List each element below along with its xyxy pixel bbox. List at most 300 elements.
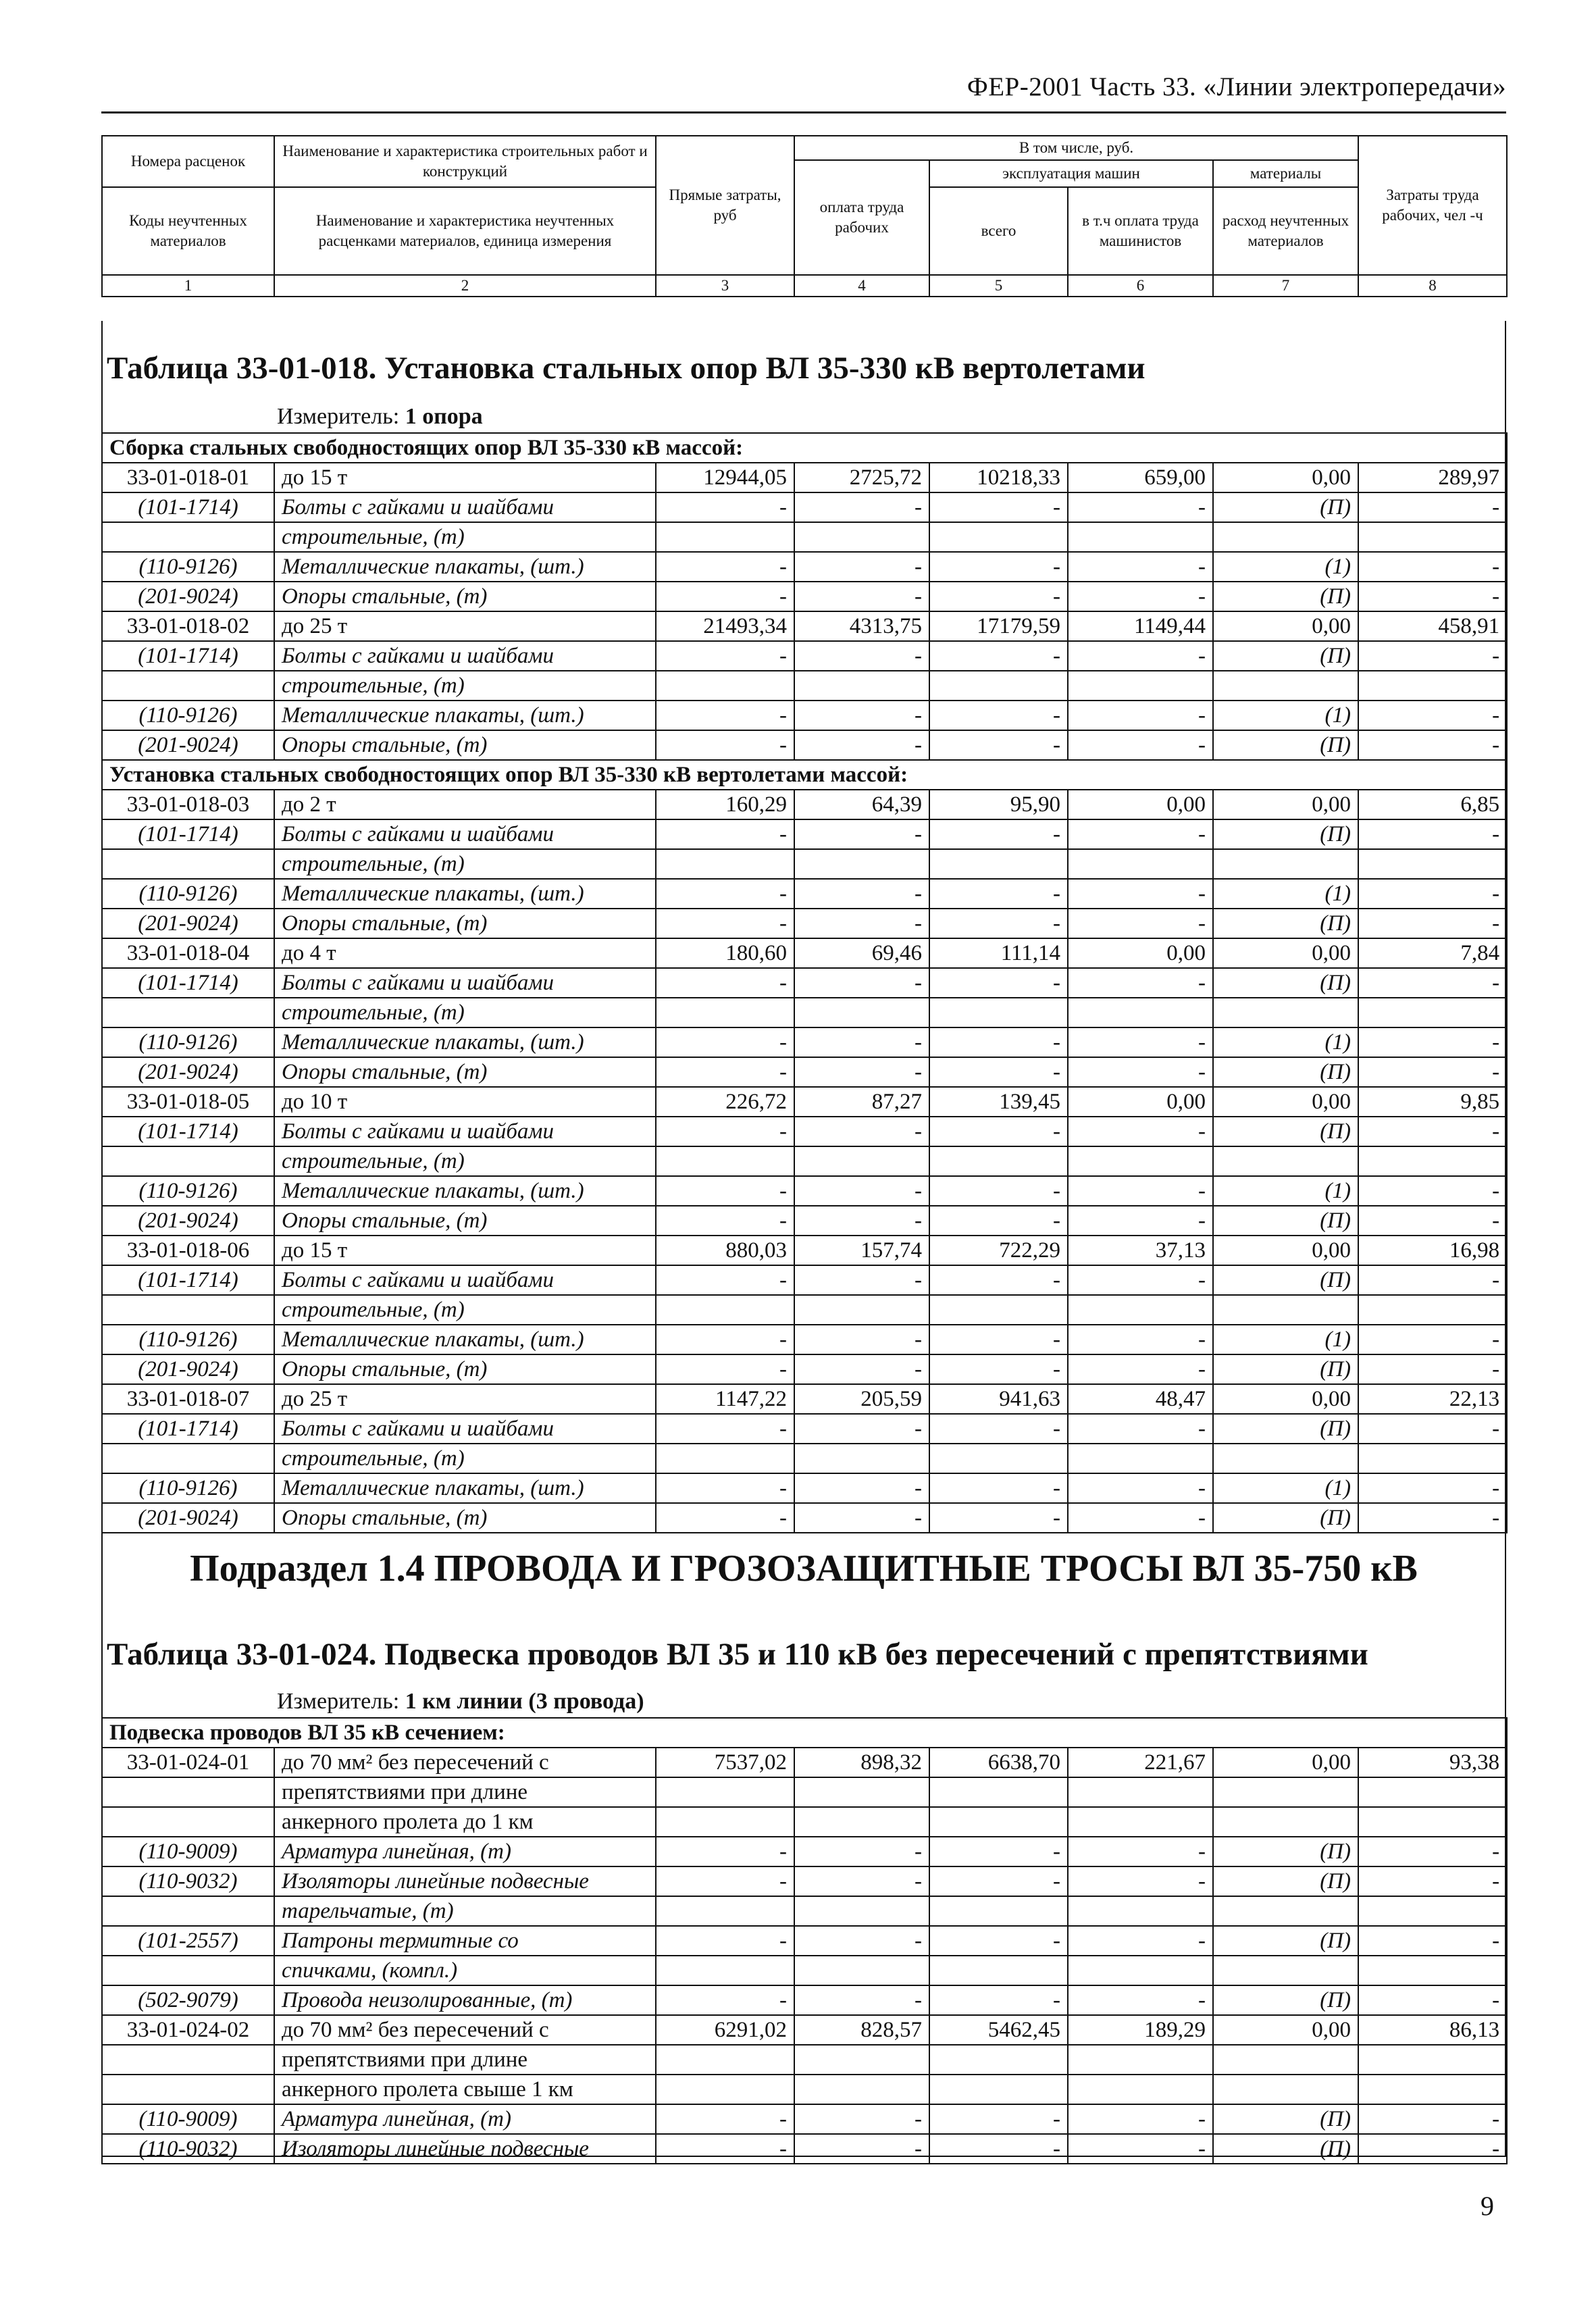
material-mark: (П) xyxy=(1213,968,1358,998)
material-code: (110-9032) xyxy=(102,2134,274,2164)
operators-wage: 221,67 xyxy=(1068,1748,1213,1777)
dash-cell: - xyxy=(656,1057,794,1087)
material-name: Изоляторы линейные подвесные xyxy=(274,2134,656,2164)
dash-cell: - xyxy=(656,1117,794,1146)
empty-cell xyxy=(1358,1146,1507,1176)
dash-cell: - xyxy=(656,1206,794,1236)
dash-cell: - xyxy=(794,819,929,849)
material-name: Болты с гайками и шайбами xyxy=(274,819,656,849)
empty-cell xyxy=(1068,1295,1213,1325)
materials-cost: 0,00 xyxy=(1213,611,1358,641)
dash-cell: - xyxy=(794,1414,929,1444)
empty-cell xyxy=(1213,522,1358,552)
worker-wage: 898,32 xyxy=(794,1748,929,1777)
machines-header: эксплуатация машин xyxy=(929,160,1213,187)
dash-cell: - xyxy=(1358,1837,1507,1866)
row-continuation xyxy=(102,1777,1507,1807)
material-row xyxy=(102,1985,1507,2015)
dash-cell: - xyxy=(656,1414,794,1444)
material-row xyxy=(102,879,1507,909)
material-row xyxy=(102,1866,1507,1896)
material-row xyxy=(102,2104,1507,2134)
row-continuation xyxy=(102,2075,1507,2104)
dash-cell: - xyxy=(794,492,929,522)
dash-cell: - xyxy=(1068,641,1213,671)
worker-wage: 69,46 xyxy=(794,938,929,968)
empty-cell xyxy=(794,1896,929,1926)
group-row xyxy=(102,433,1507,463)
material-row xyxy=(102,1117,1507,1146)
dash-cell: - xyxy=(656,1866,794,1896)
material-row xyxy=(102,1354,1507,1384)
empty-cell xyxy=(1358,1777,1507,1807)
dash-cell: - xyxy=(929,1265,1068,1295)
dash-cell: - xyxy=(929,1354,1068,1384)
dash-cell: - xyxy=(1068,1057,1213,1087)
col5-header: всего xyxy=(929,187,1068,275)
empty-cell xyxy=(656,1807,794,1837)
material-code: (110-9126) xyxy=(102,1027,274,1057)
empty-cell xyxy=(929,1295,1068,1325)
dash-cell: - xyxy=(1358,1206,1507,1236)
empty-cell xyxy=(656,1956,794,1985)
rate-name: до 15 т xyxy=(274,1236,656,1265)
dash-cell: - xyxy=(794,879,929,909)
empty-cell xyxy=(794,1777,929,1807)
dash-cell: - xyxy=(1358,641,1507,671)
dash-cell: - xyxy=(1358,1985,1507,2015)
rate-name-cont: анкерного пролета до 1 км xyxy=(274,1807,656,1837)
material-row xyxy=(102,701,1507,730)
col3-header: Прямые затраты, руб xyxy=(656,136,794,275)
empty-cell xyxy=(794,1444,929,1473)
empty-cell xyxy=(1068,2075,1213,2104)
labor-hours: 7,84 xyxy=(1358,938,1507,968)
page-number: 9 xyxy=(1481,2191,1494,2221)
machines-total: 941,63 xyxy=(929,1384,1068,1414)
direct-costs: 6291,02 xyxy=(656,2015,794,2045)
rate-name: до 15 т xyxy=(274,463,656,492)
material-row xyxy=(102,1057,1507,1087)
empty-cell xyxy=(1213,1295,1358,1325)
material-mark: (П) xyxy=(1213,1057,1358,1087)
col-number: 5 xyxy=(929,275,1068,297)
dash-cell: - xyxy=(794,2104,929,2134)
empty-cell xyxy=(1213,1807,1358,1837)
dash-cell: - xyxy=(1358,1926,1507,1956)
materials-cost: 0,00 xyxy=(1213,938,1358,968)
header-rule xyxy=(101,111,1506,113)
col6-header: в т.ч оплата труда машинистов xyxy=(1068,187,1213,275)
dash-cell: - xyxy=(656,492,794,522)
empty-cell xyxy=(102,671,274,701)
empty-cell xyxy=(1068,1896,1213,1926)
machines-total: 6638,70 xyxy=(929,1748,1068,1777)
material-name: Болты с гайками и шайбами xyxy=(274,492,656,522)
material-code: (201-9024) xyxy=(102,582,274,611)
measure-value: 1 км линии (3 провода) xyxy=(405,1689,644,1714)
material-name-cont: строительные, (т) xyxy=(274,522,656,552)
dash-cell: - xyxy=(1358,1866,1507,1896)
materials-cost: 0,00 xyxy=(1213,2015,1358,2045)
dash-cell: - xyxy=(929,1176,1068,1206)
direct-costs: 1147,22 xyxy=(656,1384,794,1414)
empty-cell xyxy=(656,1444,794,1473)
empty-cell xyxy=(656,1146,794,1176)
dash-cell: - xyxy=(656,968,794,998)
rate-code: 33-01-024-02 xyxy=(102,2015,274,2045)
empty-cell xyxy=(929,1777,1068,1807)
dash-cell: - xyxy=(1358,701,1507,730)
empty-cell xyxy=(1358,671,1507,701)
empty-cell xyxy=(929,2075,1068,2104)
material-name-cont: строительные, (т) xyxy=(274,671,656,701)
operators-wage: 189,29 xyxy=(1068,2015,1213,2045)
material-row xyxy=(102,1176,1507,1206)
operators-wage: 659,00 xyxy=(1068,463,1213,492)
material-code: (110-9126) xyxy=(102,1473,274,1503)
empty-cell xyxy=(1213,2075,1358,2104)
dash-cell: - xyxy=(1068,552,1213,582)
materials-cost: 0,00 xyxy=(1213,463,1358,492)
material-code: (110-9009) xyxy=(102,1837,274,1866)
empty-cell xyxy=(102,849,274,879)
material-row xyxy=(102,1414,1507,1444)
empty-cell xyxy=(656,522,794,552)
labor-hours: 93,38 xyxy=(1358,1748,1507,1777)
material-row xyxy=(102,552,1507,582)
empty-cell xyxy=(1068,1444,1213,1473)
material-code: (110-9126) xyxy=(102,1176,274,1206)
table-row xyxy=(102,1748,1507,1777)
empty-cell xyxy=(1213,2045,1358,2075)
dash-cell: - xyxy=(656,1473,794,1503)
empty-cell xyxy=(1358,849,1507,879)
direct-costs: 12944,05 xyxy=(656,463,794,492)
dash-cell: - xyxy=(929,1117,1068,1146)
worker-wage: 157,74 xyxy=(794,1236,929,1265)
dash-cell: - xyxy=(929,701,1068,730)
group-title: Сборка стальных свободностоящих опор ВЛ 35-330 кВ массой: xyxy=(102,433,1507,463)
worker-wage: 87,27 xyxy=(794,1087,929,1117)
machines-total: 10218,33 xyxy=(929,463,1068,492)
empty-cell xyxy=(102,1444,274,1473)
machines-total: 722,29 xyxy=(929,1236,1068,1265)
material-mark: (П) xyxy=(1213,1414,1358,1444)
empty-cell xyxy=(102,1295,274,1325)
table1-body xyxy=(101,432,1508,1533)
empty-cell xyxy=(1068,671,1213,701)
labor-hours: 6,85 xyxy=(1358,790,1507,819)
material-name: Опоры стальные, (т) xyxy=(274,1206,656,1236)
running-header: ФЕР-2001 Часть 33. «Линии электропередачи» xyxy=(967,72,1506,101)
row-continuation xyxy=(102,1807,1507,1837)
dash-cell: - xyxy=(1068,1473,1213,1503)
empty-cell xyxy=(794,998,929,1027)
materials-cost: 0,00 xyxy=(1213,1384,1358,1414)
material-code: (110-9126) xyxy=(102,879,274,909)
column-header-table xyxy=(101,135,1508,297)
material-code: (201-9024) xyxy=(102,1354,274,1384)
operators-wage: 37,13 xyxy=(1068,1236,1213,1265)
empty-cell xyxy=(929,1807,1068,1837)
material-code: (110-9126) xyxy=(102,701,274,730)
table-row xyxy=(102,611,1507,641)
empty-cell xyxy=(1068,1956,1213,1985)
rate-name: до 25 т xyxy=(274,611,656,641)
dash-cell: - xyxy=(1358,2134,1507,2164)
rate-code: 33-01-018-06 xyxy=(102,1236,274,1265)
material-row-continuation xyxy=(102,1295,1507,1325)
empty-cell xyxy=(102,522,274,552)
dash-cell: - xyxy=(656,1503,794,1533)
material-row-continuation xyxy=(102,1956,1507,1985)
empty-cell xyxy=(1358,1807,1507,1837)
material-mark: (П) xyxy=(1213,730,1358,760)
dash-cell: - xyxy=(1068,1176,1213,1206)
group-title: Подвеска проводов ВЛ 35 кВ сечением: xyxy=(102,1718,1507,1748)
empty-cell xyxy=(656,2075,794,2104)
dash-cell: - xyxy=(1068,1866,1213,1896)
empty-cell xyxy=(1068,1777,1213,1807)
material-name: Металлические плакаты, (шт.) xyxy=(274,552,656,582)
material-mark: (1) xyxy=(1213,879,1358,909)
empty-cell xyxy=(1358,2045,1507,2075)
labor-hours: 9,85 xyxy=(1358,1087,1507,1117)
empty-cell xyxy=(1068,522,1213,552)
materials-header: материалы xyxy=(1213,160,1358,187)
material-mark: (П) xyxy=(1213,2134,1358,2164)
group-header: В том числе, руб. xyxy=(794,136,1358,160)
labor-hours: 86,13 xyxy=(1358,2015,1507,2045)
labor-hours: 16,98 xyxy=(1358,1236,1507,1265)
material-code: (101-2557) xyxy=(102,1926,274,1956)
col8-header: Затраты труда рабочих, чел -ч xyxy=(1358,136,1507,275)
dash-cell: - xyxy=(1358,2104,1507,2134)
rate-code: 33-01-018-01 xyxy=(102,463,274,492)
operators-wage: 0,00 xyxy=(1068,790,1213,819)
empty-cell xyxy=(929,849,1068,879)
rate-name-cont: препятствиями при длине xyxy=(274,1777,656,1807)
empty-cell xyxy=(929,1896,1068,1926)
rate-name: до 25 т xyxy=(274,1384,656,1414)
group-title: Установка стальных свободностоящих опор ВЛ 35-330 кВ вертолетами массой: xyxy=(102,760,1507,790)
machines-total: 139,45 xyxy=(929,1087,1068,1117)
material-code: (101-1714) xyxy=(102,492,274,522)
empty-cell xyxy=(1358,522,1507,552)
material-code: (101-1714) xyxy=(102,1414,274,1444)
rate-code: 33-01-024-01 xyxy=(102,1748,274,1777)
material-mark: (1) xyxy=(1213,1176,1358,1206)
material-name-cont: спичками, (компл.) xyxy=(274,1956,656,1985)
dash-cell: - xyxy=(1358,819,1507,849)
empty-cell xyxy=(794,1295,929,1325)
empty-cell xyxy=(1213,1777,1358,1807)
material-name: Опоры стальные, (т) xyxy=(274,909,656,938)
material-code: (201-9024) xyxy=(102,1206,274,1236)
empty-cell xyxy=(1358,1444,1507,1473)
worker-wage: 64,39 xyxy=(794,790,929,819)
measure-label: Измеритель: xyxy=(277,404,400,429)
material-mark: (П) xyxy=(1213,1926,1358,1956)
dash-cell: - xyxy=(1358,968,1507,998)
empty-cell xyxy=(1068,849,1213,879)
col7-header: расход неучтенных материалов xyxy=(1213,187,1358,275)
empty-cell xyxy=(102,1146,274,1176)
rate-name: до 2 т xyxy=(274,790,656,819)
empty-cell xyxy=(1213,1444,1358,1473)
material-name: Болты с гайками и шайбами xyxy=(274,968,656,998)
empty-cell xyxy=(102,1896,274,1926)
rate-code: 33-01-018-03 xyxy=(102,790,274,819)
material-row xyxy=(102,641,1507,671)
material-name: Болты с гайками и шайбами xyxy=(274,1414,656,1444)
dash-cell: - xyxy=(794,1985,929,2015)
empty-cell xyxy=(102,2045,274,2075)
material-name: Болты с гайками и шайбами xyxy=(274,1265,656,1295)
material-row xyxy=(102,1325,1507,1354)
col2-bottom-header: Наименование и характеристика неучтенных расценками материалов, единица измерения xyxy=(274,187,656,275)
material-name: Патроны термитные со xyxy=(274,1926,656,1956)
materials-cost: 0,00 xyxy=(1213,1748,1358,1777)
dash-cell: - xyxy=(929,968,1068,998)
material-code: (502-9079) xyxy=(102,1985,274,2015)
material-name: Арматура линейная, (т) xyxy=(274,2104,656,2134)
empty-cell xyxy=(1358,1956,1507,1985)
material-name: Металлические плакаты, (шт.) xyxy=(274,879,656,909)
rate-name: до 10 т xyxy=(274,1087,656,1117)
rate-code: 33-01-018-04 xyxy=(102,938,274,968)
dash-cell: - xyxy=(794,1866,929,1896)
material-code: (201-9024) xyxy=(102,909,274,938)
machines-total: 95,90 xyxy=(929,790,1068,819)
material-row-continuation xyxy=(102,1146,1507,1176)
dash-cell: - xyxy=(1358,552,1507,582)
direct-costs: 226,72 xyxy=(656,1087,794,1117)
empty-cell xyxy=(1358,2075,1507,2104)
material-name: Провода неизолированные, (т) xyxy=(274,1985,656,2015)
dash-cell: - xyxy=(1068,730,1213,760)
empty-cell xyxy=(794,522,929,552)
dash-cell: - xyxy=(929,492,1068,522)
dash-cell: - xyxy=(794,968,929,998)
dash-cell: - xyxy=(656,1176,794,1206)
dash-cell: - xyxy=(1358,492,1507,522)
dash-cell: - xyxy=(929,1057,1068,1087)
material-row xyxy=(102,2134,1507,2164)
dash-cell: - xyxy=(1068,1325,1213,1354)
empty-cell xyxy=(929,998,1068,1027)
table-row xyxy=(102,1087,1507,1117)
worker-wage: 205,59 xyxy=(794,1384,929,1414)
table2-measure xyxy=(277,1689,644,1714)
dash-cell: - xyxy=(929,1866,1068,1896)
material-name: Металлические плакаты, (шт.) xyxy=(274,701,656,730)
empty-cell xyxy=(1068,998,1213,1027)
material-name: Изоляторы линейные подвесные xyxy=(274,1866,656,1896)
operators-wage: 48,47 xyxy=(1068,1384,1213,1414)
material-name: Металлические плакаты, (шт.) xyxy=(274,1325,656,1354)
material-name-cont: строительные, (т) xyxy=(274,1146,656,1176)
dash-cell: - xyxy=(656,701,794,730)
material-code: (110-9126) xyxy=(102,552,274,582)
subsection-title: Подраздел 1.4 ПРОВОДА И ГРОЗОЗАЩИТНЫЕ ТРОСЫ ВЛ 35-750 кВ xyxy=(190,1548,1418,1590)
material-row-continuation xyxy=(102,849,1507,879)
empty-cell xyxy=(1213,1956,1358,1985)
material-row xyxy=(102,1206,1507,1236)
empty-cell xyxy=(794,849,929,879)
empty-cell xyxy=(1358,1295,1507,1325)
dash-cell: - xyxy=(794,1325,929,1354)
dash-cell: - xyxy=(794,582,929,611)
empty-cell xyxy=(794,1807,929,1837)
dash-cell: - xyxy=(794,1117,929,1146)
material-mark: (П) xyxy=(1213,1206,1358,1236)
material-row xyxy=(102,730,1507,760)
material-mark: (П) xyxy=(1213,492,1358,522)
dash-cell: - xyxy=(1068,1837,1213,1866)
empty-cell xyxy=(102,1956,274,1985)
material-row xyxy=(102,968,1507,998)
dash-cell: - xyxy=(794,730,929,760)
rate-name-cont: анкерного пролета свыше 1 км xyxy=(274,2075,656,2104)
material-row-continuation xyxy=(102,998,1507,1027)
dash-cell: - xyxy=(656,1354,794,1384)
rate-name-cont: препятствиями при длине xyxy=(274,2045,656,2075)
direct-costs: 21493,34 xyxy=(656,611,794,641)
material-mark: (1) xyxy=(1213,1325,1358,1354)
dash-cell: - xyxy=(656,1837,794,1866)
material-row xyxy=(102,1837,1507,1866)
dash-cell: - xyxy=(794,1837,929,1866)
dash-cell: - xyxy=(929,730,1068,760)
materials-cost: 0,00 xyxy=(1213,790,1358,819)
empty-cell xyxy=(1068,2045,1213,2075)
dash-cell: - xyxy=(929,1206,1068,1236)
dash-cell: - xyxy=(929,1503,1068,1533)
direct-costs: 880,03 xyxy=(656,1236,794,1265)
rate-code: 33-01-018-05 xyxy=(102,1087,274,1117)
dash-cell: - xyxy=(929,1985,1068,2015)
material-mark: (П) xyxy=(1213,1117,1358,1146)
material-mark: (1) xyxy=(1213,552,1358,582)
empty-cell xyxy=(794,671,929,701)
material-code: (201-9024) xyxy=(102,1503,274,1533)
measure-label: Измеритель: xyxy=(277,1689,400,1714)
material-mark: (П) xyxy=(1213,1354,1358,1384)
dash-cell: - xyxy=(794,552,929,582)
material-name: Опоры стальные, (т) xyxy=(274,582,656,611)
dash-cell: - xyxy=(1358,1414,1507,1444)
dash-cell: - xyxy=(1358,1057,1507,1087)
dash-cell: - xyxy=(1358,1473,1507,1503)
material-name: Металлические плакаты, (шт.) xyxy=(274,1176,656,1206)
machines-total: 5462,45 xyxy=(929,2015,1068,2045)
dash-cell: - xyxy=(1068,968,1213,998)
dash-cell: - xyxy=(656,879,794,909)
material-row xyxy=(102,1503,1507,1533)
dash-cell: - xyxy=(929,1837,1068,1866)
dash-cell: - xyxy=(1068,492,1213,522)
dash-cell: - xyxy=(794,1503,929,1533)
dash-cell: - xyxy=(1358,1325,1507,1354)
material-name: Опоры стальные, (т) xyxy=(274,1354,656,1384)
dash-cell: - xyxy=(1068,1926,1213,1956)
col1-bottom-header: Коды неучтенных материалов xyxy=(102,187,274,275)
table-row xyxy=(102,938,1507,968)
material-code: (201-9024) xyxy=(102,1057,274,1087)
material-row-continuation xyxy=(102,671,1507,701)
